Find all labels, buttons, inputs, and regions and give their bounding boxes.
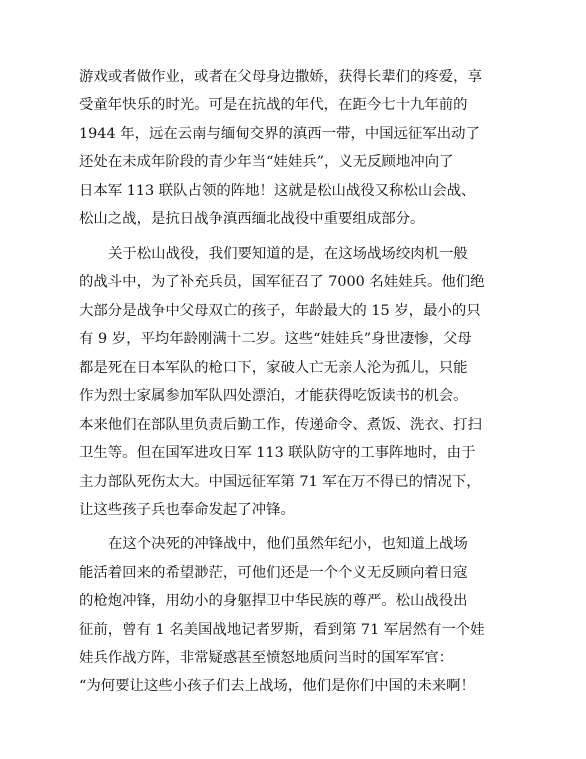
text-line-17: 在这个决死的冲锋战中，他们虽然年纪小，也知道上战场	[108, 536, 468, 552]
text-line-21: 娃兵作战方阵，非常疑惑甚至愤怒地质问当时的国军军官：	[79, 650, 454, 666]
text-line-13: 本来他们在部队里负责后勤工作，传递命令、煮饭、洗衣、打扫	[79, 417, 482, 433]
text-line-2: 受童年快乐的时光。可是在抗战的年代，在距今七十九年前的	[79, 97, 468, 113]
text-line-20: 征前，曾有 1 名美国战地记者罗斯，看到第 71 军居然有一个娃	[79, 622, 485, 638]
text-line-1: 游戏或者做作业，或者在父母身边撒娇，获得长辈们的疼爱，享	[79, 69, 482, 85]
text-line-3: 1944 年，远在云南与缅甸交界的滇西一带，中国远征军出动了	[79, 126, 480, 142]
text-line-16: 让这些孩子兵也奉命发起了冲锋。	[79, 502, 295, 518]
text-line-19: 的枪炮冲锋，用幼小的身躯捍卫中华民族的尊严。松山战役出	[79, 593, 468, 609]
text-line-14: 卫生等。但在国军进攻日军 113 联队防守的工事阵地时，由于	[79, 445, 476, 461]
text-line-18: 能活着回来的希望渺茫，可他们还是一个个义无反顾向着日寇	[79, 565, 468, 581]
text-line-15: 主力部队死伤太大。中国远征军第 71 军在万不得已的情况下，	[79, 474, 481, 490]
text-line-5: 日本军 113 联队占领的阵地！这就是松山战役又称松山会战、	[79, 183, 476, 199]
text-line-4: 还处在未成年阶段的青少年当“娃娃兵”，义无反顾地冲向了	[79, 154, 454, 170]
text-line-11: 都是死在日本军队的枪口下，家破人亡无亲人沦为孤儿，只能	[79, 360, 468, 376]
text-line-10: 有 9 岁，平均年龄刚满十二岁。这些“娃娃兵”身世凄惨，父母	[79, 331, 472, 347]
text-line-7: 关于松山战役，我们要知道的是，在这场战场绞肉机一般	[108, 246, 468, 262]
text-line-8: 的战斗中，为了补充兵员，国军征召了 7000 名娃娃兵。他们绝	[79, 274, 485, 290]
text-line-22: “为何要让这些小孩子们去上战场，他们是你们中国的未来啊！	[79, 678, 475, 694]
text-line-12: 作为烈士家属参加军队四处漂泊，才能获得吃饭读书的机会。	[79, 388, 468, 404]
text-line-9: 大部分是战争中父母双亡的孩子，年龄最大的 15 岁，最小的只	[79, 303, 481, 319]
text-line-6: 松山之战，是抗日战争滇西缅北战役中重要组成部分。	[79, 211, 425, 227]
